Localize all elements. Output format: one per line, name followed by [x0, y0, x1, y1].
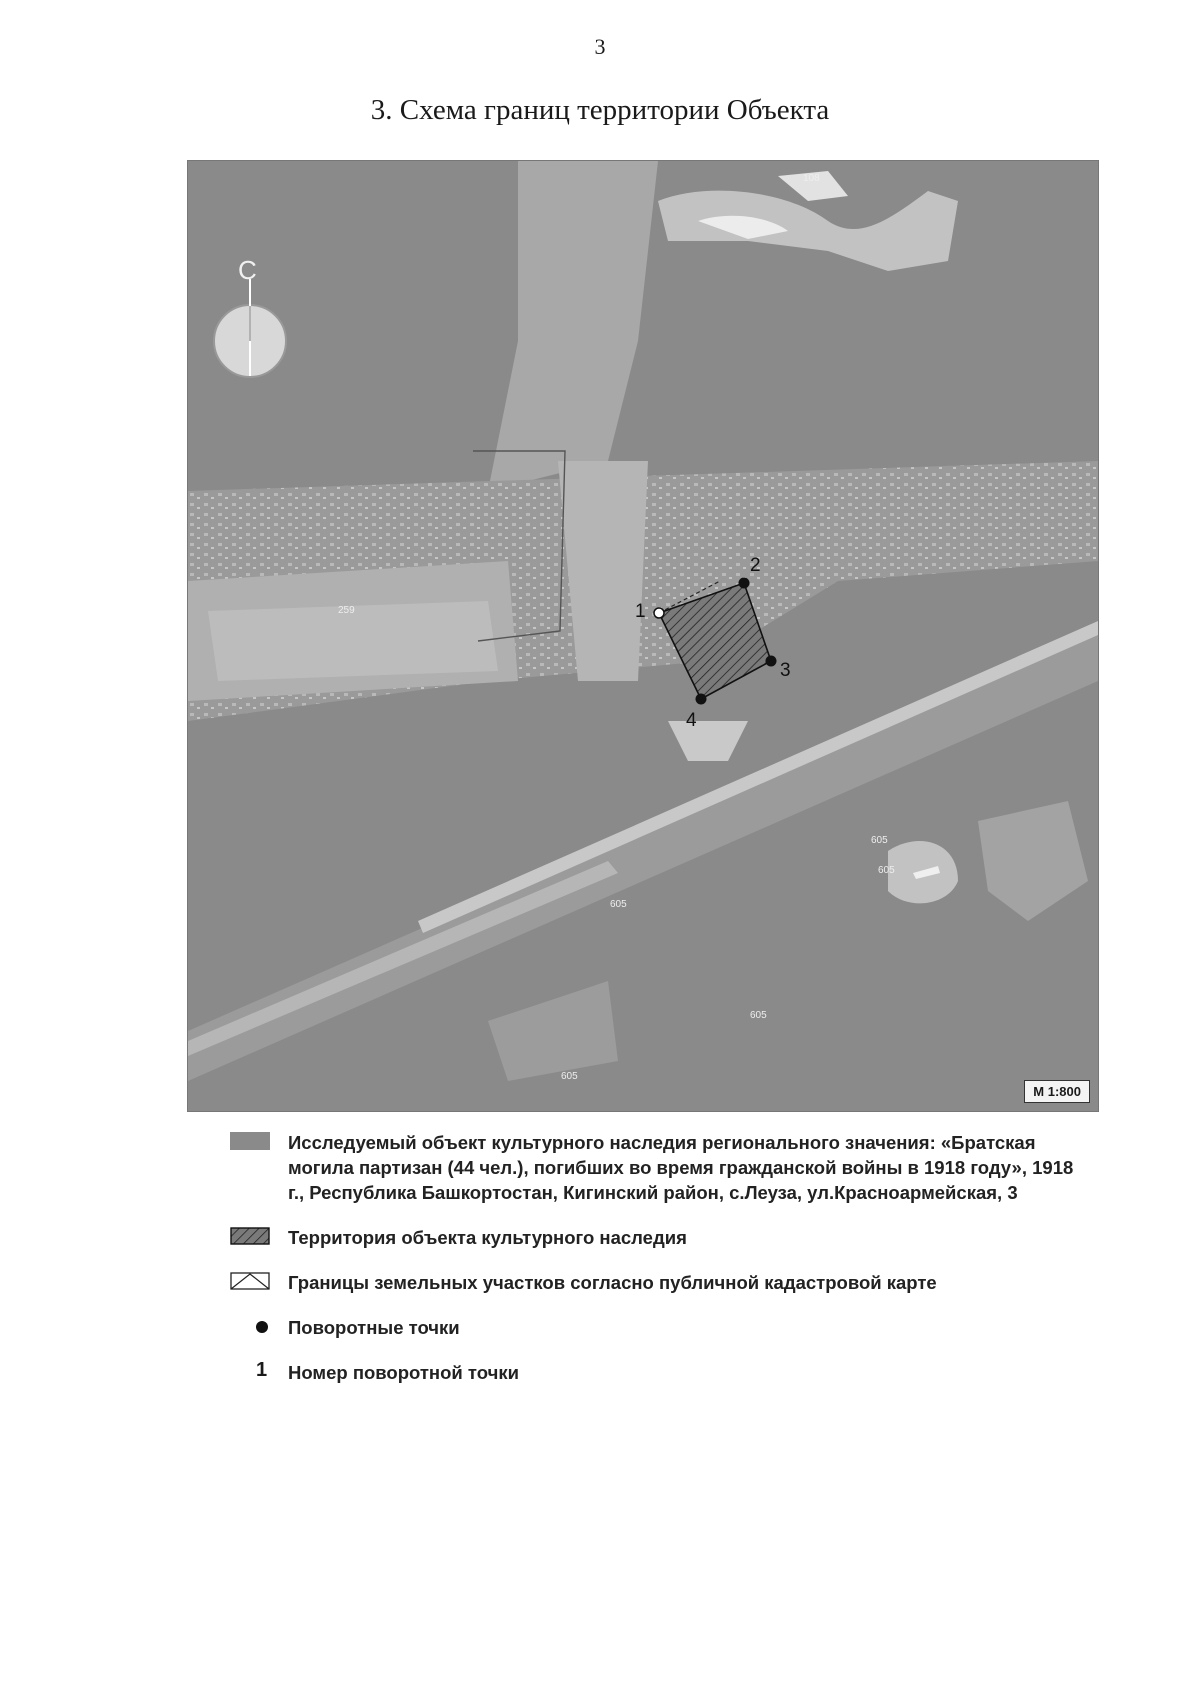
- number-icon: 1: [256, 1359, 268, 1381]
- parcel-label: 259: [338, 605, 355, 616]
- parcel-label: 605: [878, 865, 895, 876]
- point-label-1: 1: [635, 601, 646, 622]
- point-label-4: 4: [686, 710, 697, 731]
- turning-point-4[interactable]: [696, 694, 707, 705]
- turning-point-3[interactable]: [766, 656, 777, 667]
- legend-item-number: [230, 1360, 1090, 1385]
- legend: [230, 1130, 1090, 1405]
- legend-text: Границы земельных участков согласно публичной кадастровой карте: [288, 1272, 937, 1293]
- page-number: 3: [594, 34, 606, 59]
- legend-item-territory: [230, 1225, 1090, 1250]
- point-label-3: 3: [780, 660, 791, 681]
- legend-text: Поворотные точки: [288, 1317, 460, 1338]
- legend-text: Исследуемый объект культурного наследия регионального значения: «Братская могила партизан (44 чел.), погибших во время гражданской войны в 1918 году», 1918 г., Республика Башкортостан, Кигинский район, с.Леуза, ул.Красноармейская, 3: [288, 1132, 1074, 1203]
- legend-item-points: [230, 1315, 1090, 1340]
- legend-text: Территория объекта культурного наследия: [288, 1227, 687, 1248]
- parcel-label: 605: [871, 835, 888, 846]
- scale-label: М 1:800: [1024, 1080, 1090, 1103]
- north-label: С: [238, 255, 257, 285]
- parcel-label: 605: [750, 1010, 767, 1021]
- gray-swatch-icon: [230, 1132, 270, 1150]
- parcel-label: 108: [803, 173, 820, 184]
- page-title: 3. Схема границ территории Объекта: [370, 94, 830, 126]
- dot-icon: [256, 1321, 268, 1333]
- turning-point-1[interactable]: [654, 608, 664, 618]
- point-label-2: 2: [750, 555, 761, 576]
- hatch-icon: [230, 1227, 270, 1245]
- legend-item-parcels: [230, 1270, 1090, 1295]
- turning-point-2[interactable]: [739, 578, 750, 589]
- legend-text: Номер поворотной точки: [288, 1362, 519, 1383]
- legend-item-object: [230, 1130, 1090, 1205]
- parcel-label: 605: [610, 899, 627, 910]
- aerial-map[interactable]: [187, 160, 1099, 1112]
- parcel-outline-icon: [230, 1272, 270, 1290]
- parcel-label: 605: [561, 1071, 578, 1082]
- map-canvas: [188, 161, 1098, 1111]
